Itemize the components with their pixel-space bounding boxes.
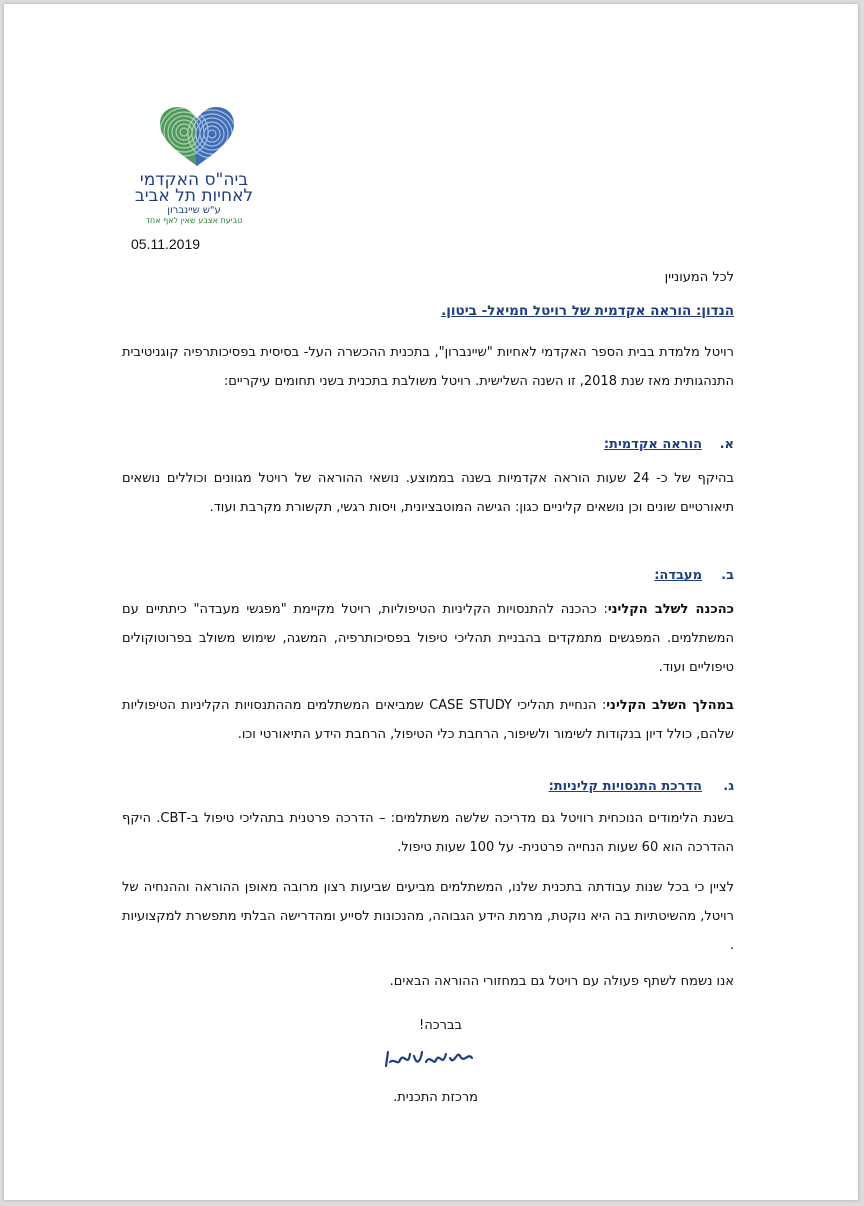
subject-line: הנדון: הוראה אקדמית של רויטל חמיאל- ביטון.	[441, 303, 734, 319]
section-b-p2-lead: במהלך השלב הקליני	[606, 698, 734, 713]
section-c-heading	[549, 779, 734, 794]
signer-role: מרכזת התכנית.	[393, 1090, 478, 1105]
logo-subtitle: לאחיות תל אביב	[134, 186, 254, 206]
section-c-title: הדרכת התנסויות קליניות:	[548, 779, 702, 794]
section-a-heading	[604, 437, 734, 452]
closing-paragraph: לציין כי בכל שנות עבודתה בתכנית שלנו, המשתלמים מביעים שביעות רצון מרובה מאופן ההוראה וההנחיה של רויטל, מהשיטתיות בה היא נוקטת, מרמת הידע הגבוהה, מהנכונות לסייע ומהדרישה הבלתי מתפשרת למקצועיות .	[122, 880, 734, 953]
regards: בברכה!	[419, 1018, 462, 1033]
section-a-title: הוראה אקדמית:	[603, 437, 702, 452]
final-line: אנו נשמח לשתף פעולה עם רויטל גם במחזורי ההוראה הבאים.	[389, 974, 734, 989]
section-a-body: בהיקף של כ- 24 שעות הוראה אקדמיות בשנה בממוצע. נושאי ההוראה של רויטל מגוונים וכוללים נושאים תיאורטיים שונים וכן נושאים קליניים כגון: הגישה המוטבציונית, ויסות רגשי, תקשורת מקרבת ועוד.	[122, 471, 734, 515]
section-b-title: מעבדה:	[654, 568, 702, 583]
handwritten-signature	[384, 1044, 474, 1074]
greeting: לכל המעוניין	[664, 270, 734, 285]
section-b-p1-lead: כהכנה לשלב הקליני	[607, 602, 734, 617]
section-b-p1-body: : כהכנה להתנסויות הקליניות הטיפוליות, רויטל מקיימת "מפגשי מעבדה" כיתתיים עם המשתלמים. המפגשים מתמקדים בהבניית תהליכי טיפול בפסיכותרפיה, המשגה, שימוש משולב בפרוטוקולים טיפוליים ועוד.	[122, 602, 734, 675]
document-page	[4, 4, 858, 1200]
section-c-marker: ג.	[723, 779, 734, 794]
logo-name: ע"ש שיינברון	[167, 205, 221, 216]
logo-slogan: טביעת אצבע שאין לאף אחד	[145, 216, 243, 225]
section-b-p2-body: : הנחיית תהליכי CASE STUDY שמביאים המשתלמים מההתנסויות הקליניות הטיפוליות שלהם, כולל דיון בנקודות לשימור ולשיפור, הרחבת כלי הטיפול, הרחבת הידע התיאורטי וכו.	[122, 698, 734, 742]
section-b-marker: ב.	[721, 568, 734, 583]
letter-date: 05.11.2019	[131, 236, 201, 252]
section-c-body: בשנת הלימודים הנוכחית רוויטל גם מדריכה שלשה משתלמים: – הדרכה פרטנית בתהליכי טיפול ב-CBT. היקף ההדרכה הוא 60 שעות הנחייה פרטנית- על 100 שעות טיפול.	[122, 811, 734, 855]
intro-paragraph: רויטל מלמדת בבית הספר האקדמי לאחיות "שיינברון", בתכנית ההכשרה העל- בסיסית בפסיכותרפיה קוגניטיבית התנהגותית מאז שנת 2018, זו השנה השלישית. רויטל משולבת בתכנית בשני תחומים עיקריים:	[122, 345, 734, 389]
school-logo	[114, 106, 274, 226]
section-b-paragraph-1	[122, 595, 734, 682]
section-a-marker: א.	[719, 437, 734, 452]
heart-fingerprint-icon	[158, 106, 236, 168]
section-b-paragraph-2	[122, 691, 734, 749]
section-b-heading	[654, 568, 734, 583]
logo-title: ביה"ס האקדמי	[139, 170, 249, 190]
